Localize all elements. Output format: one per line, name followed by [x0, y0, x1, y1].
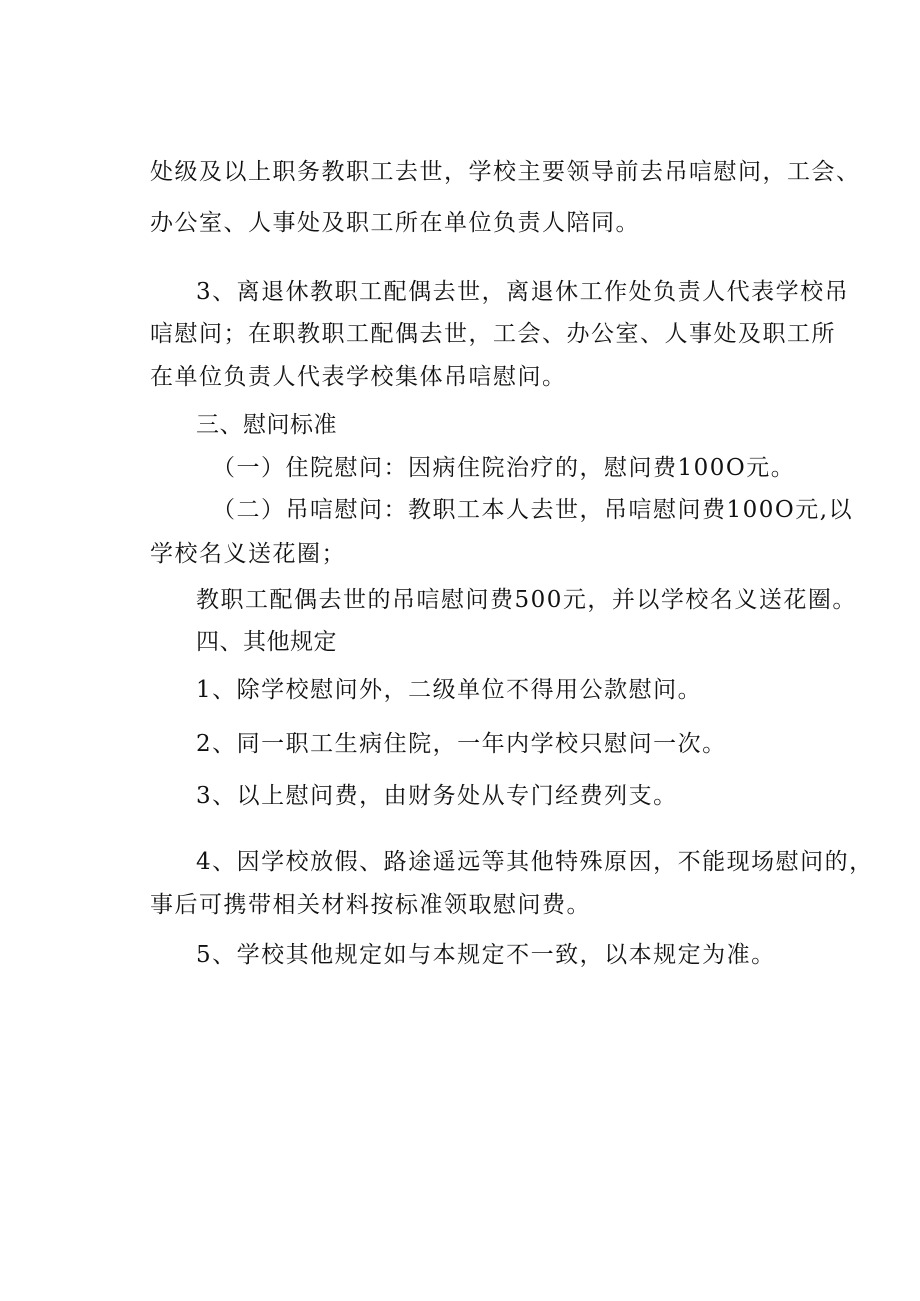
text-line: 学校名义送花圈； [150, 541, 346, 567]
text-line: 5、学校其他规定如与本规定不一致，以本规定为准。 [196, 942, 776, 968]
section-heading: 三、慰问标准 [196, 412, 337, 438]
text-line: 2、同一职工生病住院，一年内学校只慰问一次。 [196, 731, 727, 757]
text-line: （一）住院慰问：因病住院治疗的，慰问费100O元。 [212, 455, 796, 481]
text-line: 处级及以上职务教职工去世，学校主要领导前去吊唁慰问，工会、 [150, 159, 861, 185]
text-line: 唁慰问；在职教职工配偶去世，工会、办公室、人事处及职工所 [150, 321, 836, 347]
text-line: 1、除学校慰问外，二级单位不得用公款慰问。 [196, 677, 703, 703]
text-line: 3、以上慰问费，由财务处从专门经费列支。 [196, 783, 678, 809]
text-line: 3、离退休教职工配偶去世，离退休工作处负责人代表学校吊 [196, 279, 850, 305]
text-line: 办公室、人事处及职工所在单位负责人陪同。 [150, 210, 640, 236]
text-line: 教职工配偶去世的吊唁慰问费500元，并以学校名义送花圈。 [196, 587, 857, 613]
text-line: 事后可携带相关材料按标准领取慰问费。 [150, 892, 591, 918]
text-line: 在单位负责人代表学校集体吊唁慰问。 [150, 364, 567, 390]
text-line: 4、因学校放假、路途遥远等其他特殊原因，不能现场慰问的， [196, 849, 874, 875]
text-line: （二）吊唁慰问：教职工本人去世，吊唁慰问费100O元,以 [212, 497, 854, 523]
section-heading: 四、其他规定 [196, 629, 337, 655]
